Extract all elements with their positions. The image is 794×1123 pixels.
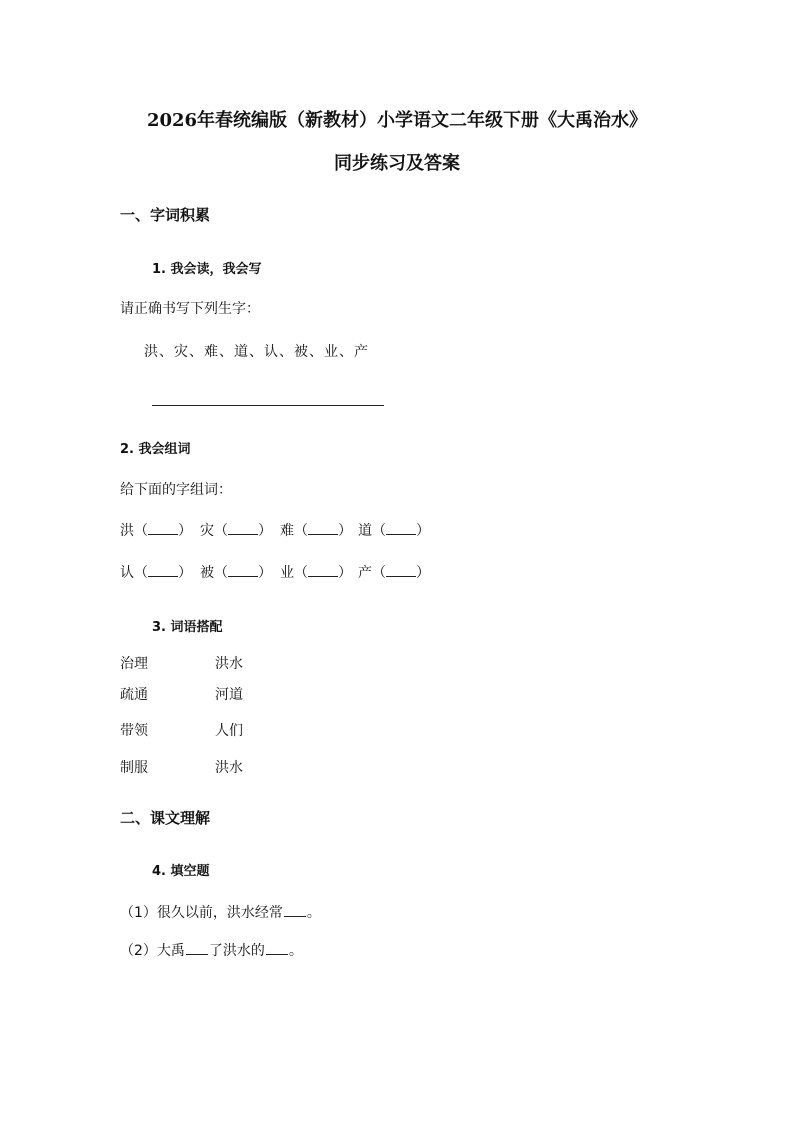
question-4-heading: 4. 填空题: [152, 864, 210, 879]
document-title-line-2: 同步练习及答案: [334, 153, 460, 174]
item-text: 。: [288, 943, 303, 959]
word-group-item: 道（ ）: [358, 520, 430, 540]
word-blank[interactable]: [308, 562, 338, 577]
word-char: 产: [358, 565, 372, 581]
word-char: 认: [120, 565, 134, 581]
word-char: 难: [280, 523, 294, 539]
section-1-heading: 一、字词积累: [120, 206, 211, 224]
fill-blank[interactable]: [284, 904, 306, 917]
word-blank[interactable]: [308, 520, 338, 535]
word-blank[interactable]: [386, 520, 416, 535]
match-right-word: 人们: [215, 723, 243, 739]
question-1-characters: 洪、灾、难、道、认、被、业、产: [144, 344, 369, 360]
word-blank[interactable]: [148, 520, 178, 535]
question-3-heading: 3. 词语搭配: [152, 620, 223, 635]
question-1-instruction: 请正确书写下列生字：: [120, 301, 260, 317]
writing-line[interactable]: [152, 405, 384, 406]
match-right-word: 洪水: [215, 656, 243, 672]
item-text: 很久以前，洪水经常: [156, 905, 283, 921]
word-char: 洪: [120, 523, 134, 539]
word-group-item: 产（ ）: [358, 562, 430, 582]
match-right-word: 河道: [215, 687, 243, 703]
word-char: 业: [280, 565, 294, 581]
item-number: （2）: [120, 943, 157, 959]
document-title-line-1: 2026年春统编版（新教材）小学语文二年级下册《大禹治水》: [146, 110, 648, 131]
word-blank[interactable]: [148, 562, 178, 577]
word-group-item: 业（ ）: [280, 562, 352, 582]
word-char: 道: [358, 523, 372, 539]
item-number: （1）: [120, 905, 157, 921]
word-group-item: 难（ ）: [280, 520, 352, 540]
fill-blank[interactable]: [266, 942, 288, 955]
item-text: 。: [306, 905, 321, 921]
word-char: 被: [200, 565, 214, 581]
fill-blank-item-1: [120, 902, 321, 922]
item-text: 了洪水的: [208, 943, 265, 959]
match-left-word: 治理: [120, 656, 148, 672]
word-group-item: 洪（ ）: [120, 520, 192, 540]
section-2-heading: 二、课文理解: [120, 809, 211, 827]
match-left-word: 疏通: [120, 687, 148, 703]
match-left-word: 制服: [120, 760, 148, 776]
match-left-word: 带领: [120, 723, 148, 739]
word-blank[interactable]: [386, 562, 416, 577]
question-2-heading: 2. 我会组词: [120, 442, 191, 457]
fill-blank-item-2: [120, 940, 303, 960]
word-group-item: 灾（ ）: [200, 520, 272, 540]
fill-blank[interactable]: [186, 942, 208, 955]
word-group-item: 被（ ）: [200, 562, 272, 582]
word-blank[interactable]: [228, 562, 258, 577]
item-text: 大禹: [156, 943, 185, 959]
match-right-word: 洪水: [215, 760, 243, 776]
question-2-instruction: 给下面的字组词：: [120, 482, 232, 498]
word-char: 灾: [200, 523, 214, 539]
question-1-heading: 1. 我会读，我会写: [152, 262, 262, 277]
word-blank[interactable]: [228, 520, 258, 535]
word-group-item: 认（ ）: [120, 562, 192, 582]
